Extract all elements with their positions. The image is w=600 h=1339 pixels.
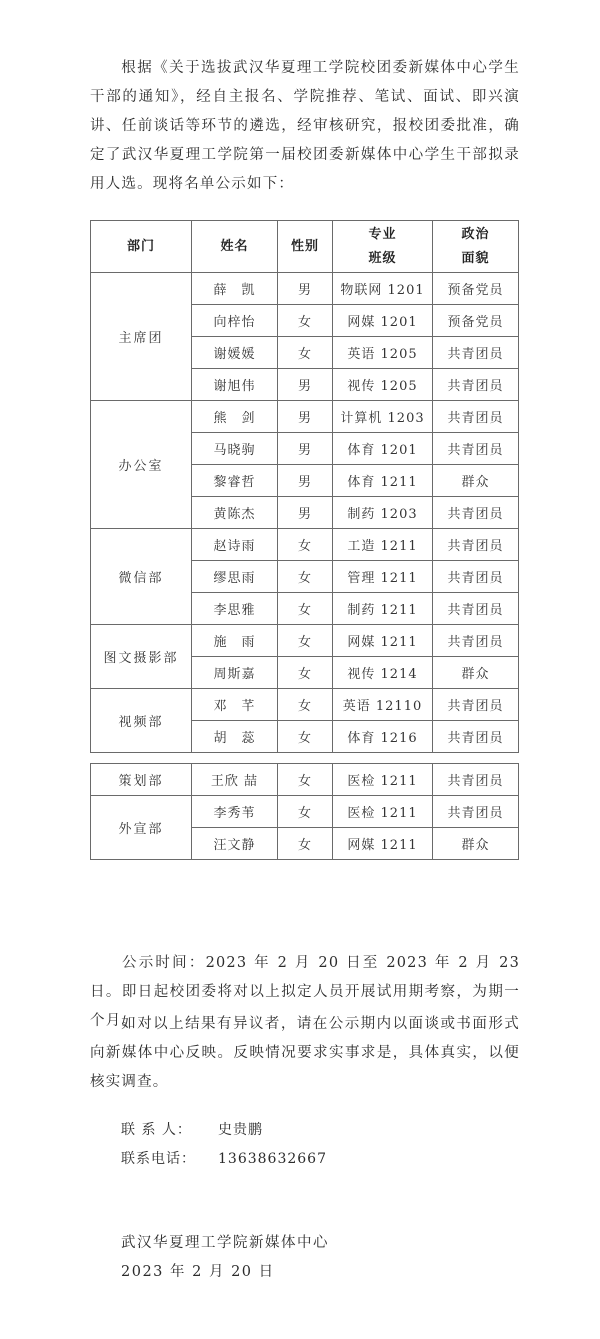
gender-cell: 男 bbox=[278, 433, 333, 465]
class-cell: 医检 1211 bbox=[333, 764, 433, 796]
political-cell: 共青团员 bbox=[433, 369, 519, 401]
signature-org: 武汉华夏理工学院新媒体中心 bbox=[121, 1235, 329, 1251]
name-cell: 胡 蕊 bbox=[192, 721, 278, 753]
gender-cell: 女 bbox=[278, 796, 333, 828]
gender-cell: 男 bbox=[278, 497, 333, 529]
gender-cell: 女 bbox=[278, 828, 333, 860]
name-cell: 黎睿哲 bbox=[192, 465, 278, 497]
roster-table-continued bbox=[90, 763, 519, 860]
dept-cell: 主席团 bbox=[91, 273, 192, 401]
political-cell: 预备党员 bbox=[433, 273, 519, 305]
gender-cell: 女 bbox=[278, 529, 333, 561]
gender-cell: 女 bbox=[278, 657, 333, 689]
table-row bbox=[91, 796, 519, 828]
header-dept: 部门 bbox=[91, 221, 192, 273]
gender-cell: 女 bbox=[278, 689, 333, 721]
header-major-class bbox=[333, 221, 433, 273]
name-cell: 王欣 喆 bbox=[192, 764, 278, 796]
political-cell: 群众 bbox=[433, 828, 519, 860]
intro-paragraph bbox=[90, 54, 520, 199]
name-cell: 施 雨 bbox=[192, 625, 278, 657]
contact-person bbox=[121, 1116, 263, 1145]
table-row bbox=[91, 689, 519, 721]
dept-cell: 策划部 bbox=[91, 764, 192, 796]
class-cell: 物联网 1201 bbox=[333, 273, 433, 305]
political-cell: 共青团员 bbox=[433, 593, 519, 625]
gender-cell: 女 bbox=[278, 337, 333, 369]
class-cell: 网媒 1211 bbox=[333, 625, 433, 657]
political-cell: 共青团员 bbox=[433, 433, 519, 465]
table-row bbox=[91, 401, 519, 433]
name-cell: 汪文静 bbox=[192, 828, 278, 860]
political-cell: 共青团员 bbox=[433, 401, 519, 433]
notice-objection-paragraph bbox=[90, 1010, 520, 1097]
class-cell: 计算机 1203 bbox=[333, 401, 433, 433]
dept-cell: 办公室 bbox=[91, 401, 192, 529]
header-political-line2: 面貌 bbox=[461, 250, 490, 266]
political-cell: 共青团员 bbox=[433, 625, 519, 657]
political-cell: 群众 bbox=[433, 657, 519, 689]
political-cell: 群众 bbox=[433, 465, 519, 497]
header-gender: 性别 bbox=[278, 221, 333, 273]
gender-cell: 女 bbox=[278, 764, 333, 796]
name-cell: 马晓驹 bbox=[192, 433, 278, 465]
political-cell: 共青团员 bbox=[433, 337, 519, 369]
dept-cell: 微信部 bbox=[91, 529, 192, 625]
dept-cell: 图文摄影部 bbox=[91, 625, 192, 689]
political-cell: 共青团员 bbox=[433, 497, 519, 529]
contact-phone bbox=[121, 1145, 327, 1174]
table-row bbox=[91, 273, 519, 305]
class-cell: 制药 1203 bbox=[333, 497, 433, 529]
header-political-status bbox=[433, 221, 519, 273]
gender-cell: 女 bbox=[278, 593, 333, 625]
gender-cell: 女 bbox=[278, 721, 333, 753]
name-cell: 李思雅 bbox=[192, 593, 278, 625]
header-name: 姓名 bbox=[192, 221, 278, 273]
class-cell: 网媒 1211 bbox=[333, 828, 433, 860]
intro-text: 根据《关于选拔武汉华夏理工学院校团委新媒体中心学生干部的通知》，经自主报名、学院推荐、笔试、面试、即兴演讲、任前谈话等环节的遴选，经审核研究，报校团委批准，确定了武汉华夏理工学院第一届校团委新媒体中心学生干部拟录用人选。现将名单公示如下： bbox=[90, 60, 520, 192]
notice-period-text: 公示时间：2023 年 2 月 20 日至 2023 年 2 月 23 日。即日起校团委将对以上拟定人员开展试用期考察，为期一个月。 bbox=[90, 955, 520, 1029]
name-cell: 李秀苇 bbox=[192, 796, 278, 828]
class-cell: 工造 1211 bbox=[333, 529, 433, 561]
gender-cell: 男 bbox=[278, 369, 333, 401]
name-cell: 谢旭伟 bbox=[192, 369, 278, 401]
class-cell: 英语 12110 bbox=[333, 689, 433, 721]
name-cell: 向梓怡 bbox=[192, 305, 278, 337]
signature-date: 2023 年 2 月 20 日 bbox=[121, 1264, 275, 1280]
contact-person-label: 联 系 人： bbox=[121, 1122, 192, 1138]
name-cell: 周斯嘉 bbox=[192, 657, 278, 689]
contact-person-value: 史贵鹏 bbox=[218, 1122, 263, 1138]
contact-phone-value: 13638632667 bbox=[218, 1151, 327, 1167]
table-row bbox=[91, 625, 519, 657]
gender-cell: 男 bbox=[278, 401, 333, 433]
class-cell: 英语 1205 bbox=[333, 337, 433, 369]
class-cell: 制药 1211 bbox=[333, 593, 433, 625]
name-cell: 薛 凯 bbox=[192, 273, 278, 305]
class-cell: 体育 1201 bbox=[333, 433, 433, 465]
name-cell: 谢媛媛 bbox=[192, 337, 278, 369]
political-cell: 共青团员 bbox=[433, 796, 519, 828]
table-header-row bbox=[91, 221, 519, 273]
name-cell: 赵诗雨 bbox=[192, 529, 278, 561]
class-cell: 视传 1205 bbox=[333, 369, 433, 401]
contact-phone-label: 联系电话： bbox=[121, 1151, 196, 1167]
table-row bbox=[91, 764, 519, 796]
gender-cell: 男 bbox=[278, 465, 333, 497]
header-major-line1: 专业 bbox=[368, 226, 397, 242]
name-cell: 邓 芊 bbox=[192, 689, 278, 721]
roster-table-main bbox=[90, 220, 519, 753]
political-cell: 共青团员 bbox=[433, 764, 519, 796]
header-major-line2: 班级 bbox=[368, 250, 397, 266]
gender-cell: 女 bbox=[278, 561, 333, 593]
gender-cell: 女 bbox=[278, 305, 333, 337]
dept-cell: 外宣部 bbox=[91, 796, 192, 860]
header-political-line1: 政治 bbox=[461, 226, 490, 242]
name-cell: 黄陈杰 bbox=[192, 497, 278, 529]
class-cell: 管理 1211 bbox=[333, 561, 433, 593]
dept-cell: 视频部 bbox=[91, 689, 192, 753]
class-cell: 体育 1211 bbox=[333, 465, 433, 497]
political-cell: 共青团员 bbox=[433, 529, 519, 561]
political-cell: 预备党员 bbox=[433, 305, 519, 337]
gender-cell: 女 bbox=[278, 625, 333, 657]
class-cell: 视传 1214 bbox=[333, 657, 433, 689]
name-cell: 熊 剑 bbox=[192, 401, 278, 433]
table-row bbox=[91, 529, 519, 561]
political-cell: 共青团员 bbox=[433, 721, 519, 753]
political-cell: 共青团员 bbox=[433, 561, 519, 593]
class-cell: 体育 1216 bbox=[333, 721, 433, 753]
class-cell: 网媒 1201 bbox=[333, 305, 433, 337]
class-cell: 医检 1211 bbox=[333, 796, 433, 828]
notice-objection-text: 如对以上结果有异议者，请在公示期内以面谈或书面形式向新媒体中心反映。反映情况要求实事求是，具体真实，以便核实调查。 bbox=[90, 1016, 520, 1090]
political-cell: 共青团员 bbox=[433, 689, 519, 721]
gender-cell: 男 bbox=[278, 273, 333, 305]
name-cell: 缪思雨 bbox=[192, 561, 278, 593]
